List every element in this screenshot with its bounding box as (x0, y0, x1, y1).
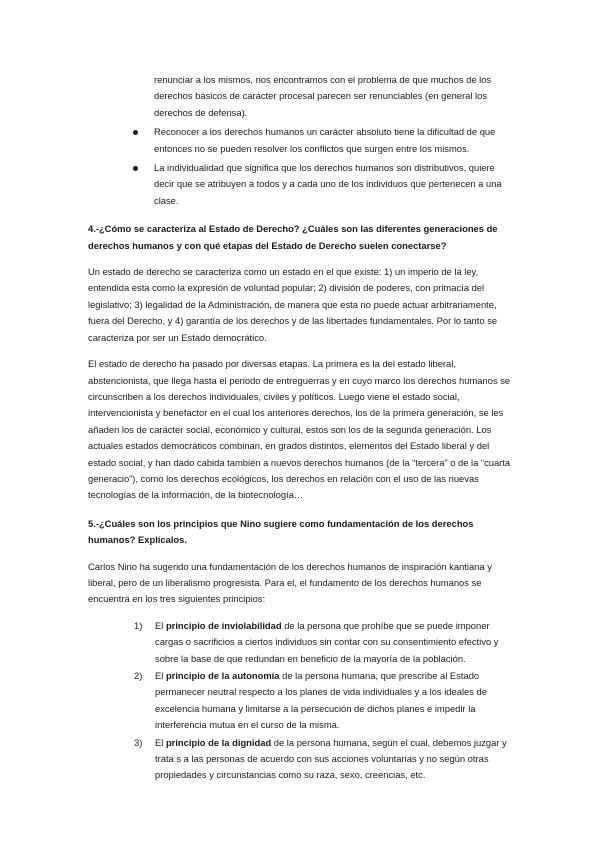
question-5-heading: 5.-¿Cuáles son los principios que Nino sugiere como fundamentación de los derechos humanos? Explícalos. (88, 517, 474, 546)
question-4-paragraph-2: El estado de derecho ha pasado por diversas etapas. La primera es la del estado liberal, abstencionista, que llega hasta el periodo de entreguerras y en cuyo marco los derechos humanos se circunscriben a los derechos individuales, civiles y políticos. Luego viene el estado social, intervencionista y benefactor en el cual los anteriores derechos, los de la primera generación, se les añaden los de carácter social, económico y cultural, estos son los de la segunda generación. Los actuales estados democráticos combinan, en grados distintos, elementos del Estado liberal y del estado social, y han dado cabida también a nuevos derechos humanos (de la “tercera” o de la “cuarta generacio”), como los derechos ecológicos, los derechos en relación con el uso de las nuevas tecnologías de la información, de la biotecnología… (88, 358, 511, 501)
bullet-text: La individualidad que significa que los derechos humanos son distributivos, quiere decir que se atribuyen a todos y a cada uno de los individuos que pertenecen a una clase. (154, 162, 502, 206)
principle-item (88, 618, 512, 667)
bullet-dot-icon (133, 130, 138, 135)
question-4-paragraph-1: Un estado de derecho se caracteriza como un estado en el que existe: 1) un imperio de la ley, entendida esta como la expresión de voluntad popular; 2) división de poderes, con primacía del legislativo; 3) legalidad de la Administración, de manera que esta no puede actuar arbitrariamente, fuera del Derecho, y 4) garantía de los derechos y de las libertades fundamentales. Por lo tanto se caracteriza por ser un Estado democrático. (88, 266, 498, 343)
principle-lead: El (155, 670, 166, 681)
question-5-intro: Carlos Nino ha sugerido una fundamentación de los derechos humanos de inspiración kantiana y liberal, pero de un liberalismo progresista. Para el, el fundamento de los derechos humanos se encuentra en los tres siguientes principios: (88, 560, 492, 605)
bullet-item (88, 124, 512, 157)
principle-title: principio de inviolabilidad (165, 619, 282, 631)
principle-description: de la persona que prohíbe que se puede imponer cargas o sacrificios a ciertos individuos sin contar con su consentimiento efectivo y sobre la base de que redundan en beneficio de la mayoría de la población. (155, 619, 499, 664)
principle-description: de la persona humana, según el cual, debemos juzgar y trata s a las personas de acuerdo con sus acciones voluntarias y no según otras propiedades y circunstancias como su raza, sexo, creencias, etc. (155, 736, 507, 781)
principle-item (88, 735, 512, 784)
principle-item (88, 668, 512, 734)
bullet-item (88, 160, 512, 209)
principle-lead: El (155, 736, 166, 748)
list-number: 1) (134, 619, 143, 631)
question-4-heading: 4.-¿Cómo se caracteriza al Estado de Derecho? ¿Cuáles son las diferentes generaciones de derechos humanos y con qué etapas del Estado de Derecho suelen conectarse? (88, 223, 498, 251)
principle-description: de la persona humana, que prescribe al Estado permanecer neutral respecto a los planes de vida individuales y a los ideales de excelencia humana y limitarse a la persecución de dichos planes e impedir la interferencia mutua en el curso de la misma. (155, 670, 487, 731)
list-number: 2) (134, 670, 143, 681)
principle-title: principio de la autonomía (165, 670, 280, 681)
principle-title: principio de la dignidad (165, 736, 272, 748)
bullet-list (88, 124, 512, 209)
bullet-text: Reconocer a los derechos humanos un carácter absoluto tiene la dificultad de que entonces no se pueden resolver los conflictos que surgen entre los mismos. (154, 126, 496, 154)
bullet-continuation-text: renunciar a los mismos, nos encontramos con el problema de que muchos de los derechos básicos de carácter procesal parecen ser renunciables (en general los derechos de defensa). (154, 74, 492, 118)
principles-list (88, 618, 512, 784)
list-number: 3) (134, 736, 143, 748)
principle-lead: El (155, 619, 166, 631)
bullet-dot-icon (133, 166, 138, 171)
